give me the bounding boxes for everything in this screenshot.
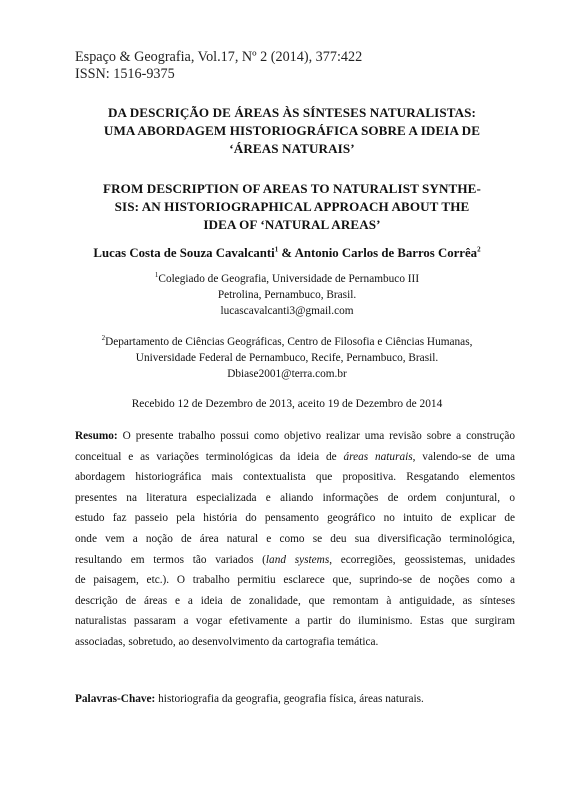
author-separator: & xyxy=(278,246,295,260)
abstract-label: Resumo: xyxy=(75,430,118,442)
keywords-text: historiografia da geografia, geografia física, áreas naturais. xyxy=(155,693,424,705)
abstract xyxy=(75,426,515,653)
title-en-line: SIS: AN HISTORIOGRAPHICAL APPROACH ABOUT THE xyxy=(114,199,470,214)
title-english xyxy=(66,180,518,234)
abstract-line: abordagem historiográfica mais contextualista que propositiva. Resgatando elementos xyxy=(75,471,515,484)
abstract-line: resultando em termos tão variados (land systems, ecorregiões, geossistemas, unidades xyxy=(75,553,515,566)
abstract-line: presentes na literatura especializada e aliando informações de ordem conjuntural, o xyxy=(75,491,515,504)
abstract-line: onde vem a noção de área natural e como se deu sua diversificação terminológica, xyxy=(75,532,515,545)
affiliation-1 xyxy=(40,271,534,319)
title-pt-line: DA DESCRIÇÃO DE ÁREAS ÀS SÍNTESES NATURALISTAS: xyxy=(107,105,477,120)
abstract-line: associadas, sobretudo, ao desenvolvimento da cartografia temática. xyxy=(75,635,379,648)
journal-header xyxy=(75,49,362,83)
keywords-label: Palavras-Chave: xyxy=(75,693,156,705)
affiliation-1-marker: 1 xyxy=(154,271,159,280)
affiliation-2-institution: Universidade Federal de Pernambuco, Recife, Pernambuco, Brasil. xyxy=(135,352,439,364)
author-1: Lucas Costa de Souza Cavalcanti xyxy=(93,246,275,260)
authors-line xyxy=(40,246,534,261)
affiliation-1-institution: Colegiado de Geografia, Universidade de Pernambuco III xyxy=(158,273,420,285)
abstract-line: descrição de áreas e a ideia de zonalidade, que remontam à antiguidade, as sínteses xyxy=(75,594,515,607)
abstract-line: de paisagem, etc.). O trabalho permitiu esclarece que, suprindo-se de noções como a xyxy=(75,574,515,587)
journal-issn: ISSN: 1516-9375 xyxy=(75,66,175,82)
affiliation-2 xyxy=(40,334,534,382)
journal-citation: Espaço & Geografia, Vol.17, Nº 2 (2014), 377:422 xyxy=(75,49,363,65)
abstract-line: Resumo: O presente trabalho possui como objetivo realizar uma revisão sobre a construção xyxy=(75,430,516,442)
abstract-line: naturalistas passaram a vogar efetivamente a partir do iluminismo. Estas que surgiram xyxy=(75,615,515,628)
affiliation-2-email: Dbiase2001@terra.com.br xyxy=(227,368,347,380)
author-2-footnote: 2 xyxy=(477,245,481,254)
affiliation-2-marker: 2 xyxy=(101,334,106,343)
affiliation-1-email: lucascavalcanti3@gmail.com xyxy=(220,305,354,317)
title-en-line: IDEA OF ‘NATURAL AREAS’ xyxy=(203,217,381,232)
keywords xyxy=(75,693,515,705)
received-dates: Recebido 12 de Dezembro de 2013, aceito 19 de Dezembro de 2014 xyxy=(131,398,443,410)
author-2: Antonio Carlos de Barros Corrêa xyxy=(294,246,478,260)
title-pt-line: ‘ÁREAS NATURAIS’ xyxy=(229,141,355,156)
title-portuguese xyxy=(66,104,518,158)
abstract-line: conceitual e as variações terminológicas da ideia de áreas naturais, valendo-se de uma xyxy=(75,450,515,463)
abstract-line: estudo faz passeio pela história do pensamento geográfico no intuito de explicar de xyxy=(75,512,515,525)
title-pt-line: UMA ABORDAGEM HISTORIOGRÁFICA SOBRE A IDEIA DE xyxy=(103,123,481,138)
title-en-line: FROM DESCRIPTION OF AREAS TO NATURALIST SYNTHE- xyxy=(103,181,481,196)
author-1-footnote: 1 xyxy=(274,245,279,254)
affiliation-2-department: Departamento de Ciências Geográficas, Centro de Filosofia e Ciências Humanas, xyxy=(105,336,473,348)
affiliation-1-location: Petrolina, Pernambuco, Brasil. xyxy=(217,289,357,301)
